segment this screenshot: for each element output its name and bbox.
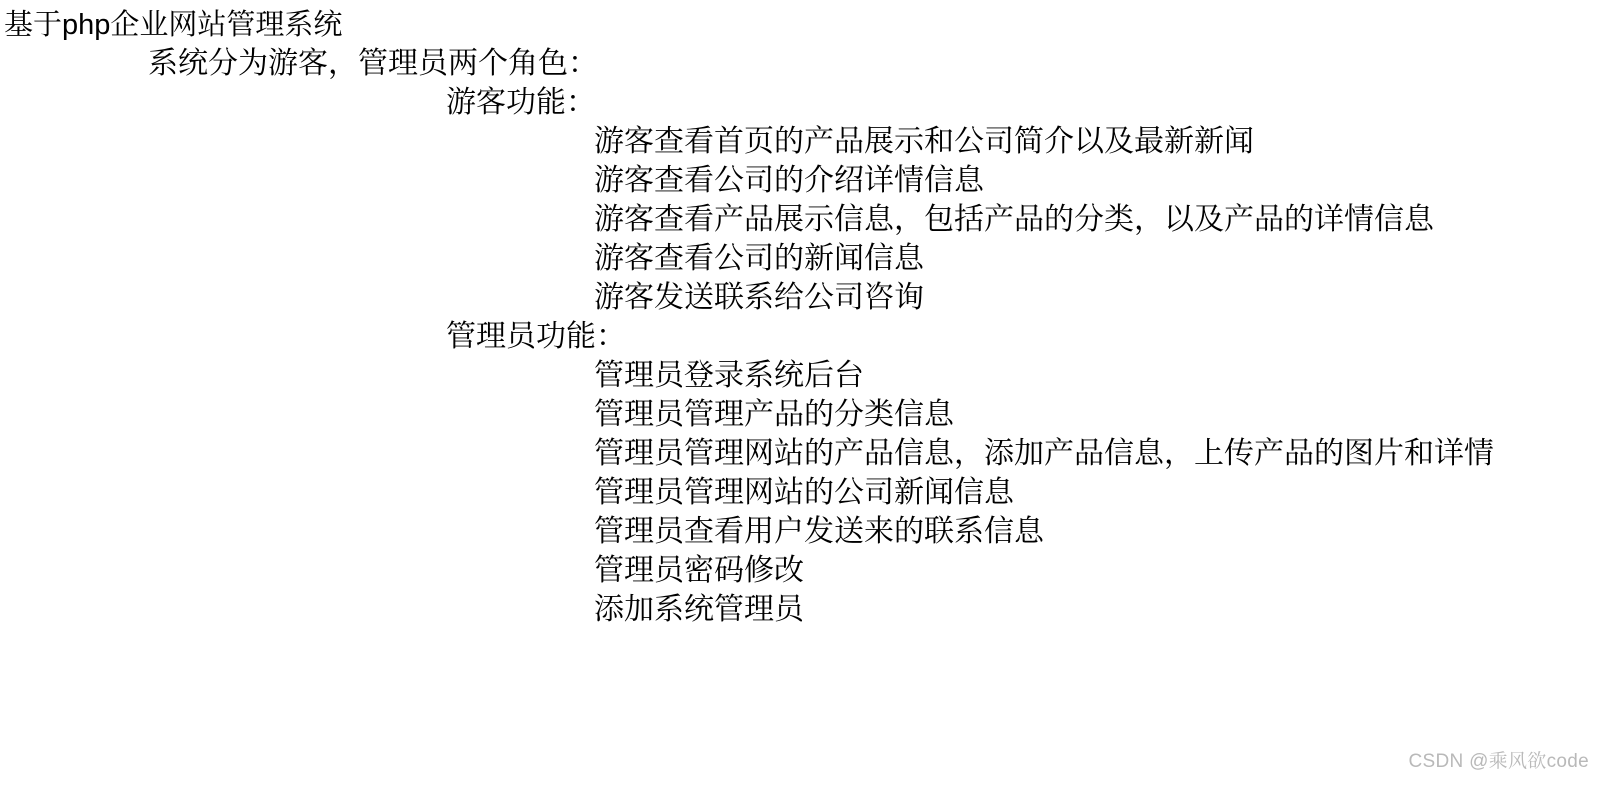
list-item: 游客查看首页的产品展示和公司简介以及最新新闻 bbox=[594, 125, 1254, 158]
section-heading: 游客功能： bbox=[446, 86, 596, 119]
list-item: 游客查看产品展示信息，包括产品的分类，以及产品的详情信息 bbox=[594, 203, 1434, 236]
section-admin bbox=[0, 317, 1611, 629]
document-title: 基于php企业网站管理系统 bbox=[4, 9, 343, 41]
list-item: 管理员查看用户发送来的联系信息 bbox=[594, 515, 1044, 548]
list-item: 添加系统管理员 bbox=[594, 593, 804, 626]
watermark: CSDN @乘风欲code bbox=[1408, 751, 1589, 772]
list-item: 管理员管理网站的产品信息，添加产品信息，上传产品的图片和详情 bbox=[594, 437, 1494, 470]
list-item: 管理员管理网站的公司新闻信息 bbox=[594, 476, 1014, 509]
list-item: 游客发送联系给公司咨询 bbox=[594, 281, 924, 314]
list-item: 管理员密码修改 bbox=[594, 554, 804, 587]
list-item: 游客查看公司的介绍详情信息 bbox=[594, 164, 984, 197]
document-subtitle: 系统分为游客，管理员两个角色： bbox=[148, 47, 598, 80]
list-item: 管理员登录系统后台 bbox=[594, 359, 864, 392]
list-item: 管理员管理产品的分类信息 bbox=[594, 398, 954, 431]
list-item: 游客查看公司的新闻信息 bbox=[594, 242, 924, 275]
section-heading: 管理员功能： bbox=[446, 320, 626, 353]
section-visitor bbox=[0, 83, 1611, 317]
